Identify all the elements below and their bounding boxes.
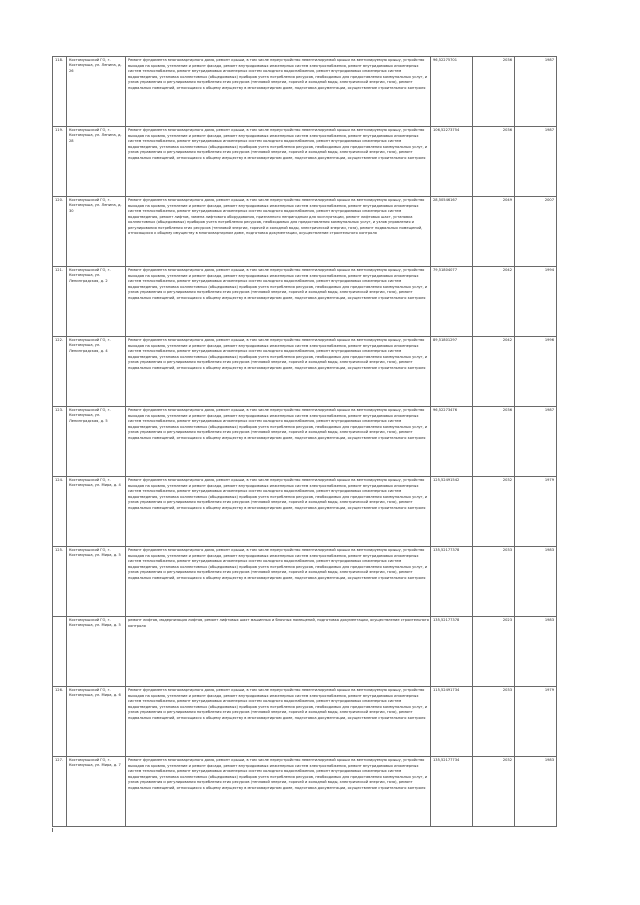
row-number-cell: 118. (53, 57, 67, 127)
planned-year-cell: 2032 (473, 477, 515, 547)
address-cell: Костомукшский ГО, г. Костомукша, ул. Мира, д. 6 (67, 687, 126, 757)
address-cell: Костомукшский ГО, г. Костомукша, ул. Мира, д. 5 (67, 617, 126, 687)
build-year-cell: 1979 (515, 477, 557, 547)
table-row (53, 127, 557, 197)
row-number-cell (53, 617, 67, 687)
work-list-cell: Ремонт фундамента многоквартирного дома, ремонт крыши, в том числе переустройство невентилируемой крыши на вентилируемую крышу, устройство выходов на кровлю, утепление и ремонт фасада, ремонт внутридомовых инженерных систем электроснабжения, ремонт внутридомовых инженерных систем теплоснабжения, ремонт внутридомовых инженерных систем холодного водоснабжения, ремонт внутридомовых инженерных систем водоотведения, ремонт лифтов, замена лифтового оборудования, признанного непригодным для эксплуатации, ремонт лифтовых шахт, установка коллективных (общедомовых) приборов учета потребления ресурсов, необходимых для предоставления коммунальных услуг, и узлов управления и регулирования потребления этих ресурсов (тепловой энергии, горячей и холодной воды, электрической энергии, газа), ремонт подвальных помещений, относящихся к общему имуществу в многоквартирном доме, подготовка документации, осуществление строительного контроля (126, 197, 431, 267)
cost-cell: 125,52491542 (431, 477, 473, 547)
work-list-cell: Ремонт фундамента многоквартирного дома, ремонт крыши, в том числе переустройство невентилируемой крыши на вентилируемую крышу, устройство выходов на кровлю, утепление и ремонт фасада, ремонт внутридомовых инженерных систем электроснабжения, ремонт внутридомовых инженерных систем теплоснабжения, ремонт внутридомовых инженерных систем холодного водоснабжения, ремонт внутридомовых инженерных систем водоотведения, установка коллективных (общедомовых) приборов учета потребления ресурсов, необходимых для предоставления коммунальных услуг, и узлов управления и регулирования потребления этих ресурсов (тепловой энергии, горячей и холодной воды, электрической энергии, газа), ремонт подвальных помещений, относящихся к общему имуществу в многоквартирном доме, подготовка документации, осуществление строительного контроля (126, 757, 431, 827)
build-year-cell: 1987 (515, 407, 557, 477)
table-left-border-tail (52, 828, 54, 832)
planned-year-cell: 2042 (473, 267, 515, 337)
address-cell: Костомукшский ГО, г. Костомукша, ул. Ленинградская, д. 2 (67, 267, 126, 337)
row-number-cell: 121. (53, 267, 67, 337)
address-cell: Костомукшский ГО, г. Костомукша, ул. Ленина, д. 30 (67, 197, 126, 267)
table-row (53, 267, 557, 337)
row-number-cell: 123. (53, 407, 67, 477)
table-row (53, 477, 557, 547)
table-row (53, 547, 557, 617)
table-row (53, 197, 557, 267)
cost-cell: 135,52177378 (431, 617, 473, 687)
document-page (52, 56, 556, 827)
address-cell: Костомукшский ГО, г. Костомукша, ул. Мира, д. 5 (67, 547, 126, 617)
row-number-cell: 124. (53, 477, 67, 547)
build-year-cell: 1996 (515, 337, 557, 407)
row-number-cell: 122. (53, 337, 67, 407)
planned-year-cell: 2049 (473, 197, 515, 267)
build-year-cell: 1979 (515, 687, 557, 757)
work-list-cell: Ремонт фундамента многоквартирного дома, ремонт крыши, в том числе переустройство невентилируемой крыши на вентилируемую крышу, устройство выходов на кровлю, утепление и ремонт фасада, ремонт внутридомовых инженерных систем электроснабжения, ремонт внутридомовых инженерных систем теплоснабжения, ремонт внутридомовых инженерных систем холодного водоснабжения, ремонт внутридомовых инженерных систем водоотведения, установка коллективных (общедомовых) приборов учета потребления ресурсов, необходимых для предоставления коммунальных услуг, и узлов управления и регулирования потребления этих ресурсов (тепловой энергии, горячей и холодной воды, электрической энергии, газа), ремонт подвальных помещений, относящихся к общему имуществу в многоквартирном доме, подготовка документации, осуществление строительного контроля (126, 407, 431, 477)
work-list-cell: Ремонт фундамента многоквартирного дома, ремонт крыши, в том числе переустройство невентилируемой крыши на вентилируемую крышу, устройство выходов на кровлю, утепление и ремонт фасада, ремонт внутридомовых инженерных систем электроснабжения, ремонт внутридомовых инженерных систем теплоснабжения, ремонт внутридомовых инженерных систем холодного водоснабжения, ремонт внутридомовых инженерных систем водоотведения, установка коллективных (общедомовых) приборов учета потребления ресурсов, необходимых для предоставления коммунальных услуг, и узлов управления и регулирования потребления этих ресурсов (тепловой энергии, горячей и холодной воды, электрической энергии, газа), ремонт подвальных помещений, относящихся к общему имуществу в многоквартирном доме, подготовка документации, осуществление строительного контроля (126, 57, 431, 127)
work-list-cell: ремонт лифтов, модернизация лифтов, ремонт лифтовых шахт машинных и блочных помещений, подготовка документации, осуществление строительного контроля (126, 617, 431, 687)
build-year-cell: 1987 (515, 57, 557, 127)
table-row (53, 407, 557, 477)
planned-year-cell: 2036 (473, 57, 515, 127)
planned-year-cell: 2032 (473, 757, 515, 827)
address-cell: Костомукшский ГО, г. Костомукша, ул. Мира, д. 7 (67, 757, 126, 827)
row-number-cell: 126. (53, 687, 67, 757)
work-list-cell: Ремонт фундамента многоквартирного дома, ремонт крыши, в том числе переустройство невентилируемой крыши на вентилируемую крышу, устройство выходов на кровлю, утепление и ремонт фасада, ремонт внутридомовых инженерных систем электроснабжения, ремонт внутридомовых инженерных систем теплоснабжения, ремонт внутридомовых инженерных систем холодного водоснабжения, ремонт внутридомовых инженерных систем водоотведения, установка коллективных (общедомовых) приборов учета потребления ресурсов, необходимых для предоставления коммунальных услуг, и узлов управления и регулирования потребления этих ресурсов (тепловой энергии, горячей и холодной воды, электрической энергии, газа), ремонт подвальных помещений, относящихся к общему имуществу в многоквартирном доме, подготовка документации, осуществление строительного контроля (126, 547, 431, 617)
cost-cell: 115,52491734 (431, 687, 473, 757)
planned-year-cell: 2023 (473, 617, 515, 687)
planned-year-cell: 2033 (473, 687, 515, 757)
planned-year-cell: 2036 (473, 127, 515, 197)
planned-year-cell: 2033 (473, 547, 515, 617)
work-list-cell: Ремонт фундамента многоквартирного дома, ремонт крыши, в том числе переустройство невентилируемой крыши на вентилируемую крышу, устройство выходов на кровлю, утепление и ремонт фасада, ремонт внутридомовых инженерных систем электроснабжения, ремонт внутридомовых инженерных систем теплоснабжения, ремонт внутридомовых инженерных систем холодного водоснабжения, ремонт внутридомовых инженерных систем водоотведения, установка коллективных (общедомовых) приборов учета потребления ресурсов, необходимых для предоставления коммунальных услуг, и узлов управления и регулирования потребления этих ресурсов (тепловой энергии, горячей и холодной воды, электрической энергии, газа), ремонт подвальных помещений, относящихся к общему имуществу в многоквартирном доме, подготовка документации, осуществление строительного контроля (126, 267, 431, 337)
address-cell: Костомукшский ГО, г. Костомукша, ул. Ленинградская, д. 4 (67, 337, 126, 407)
cost-cell: 89,51801297 (431, 337, 473, 407)
address-cell: Костомукшский ГО, г. Костомукша, ул. Ленина, д. 26 (67, 57, 126, 127)
table-row (53, 337, 557, 407)
cost-cell: 96,52275701 (431, 57, 473, 127)
table-row (53, 57, 557, 127)
build-year-cell: 2007 (515, 197, 557, 267)
work-list-cell: Ремонт фундамента многоквартирного дома, ремонт крыши, в том числе переустройство невентилируемой крыши на вентилируемую крышу, устройство выходов на кровлю, утепление и ремонт фасада, ремонт внутридомовых инженерных систем электроснабжения, ремонт внутридомовых инженерных систем теплоснабжения, ремонт внутридомовых инженерных систем холодного водоснабжения, ремонт внутридомовых инженерных систем водоотведения, установка коллективных (общедомовых) приборов учета потребления ресурсов, необходимых для предоставления коммунальных услуг, и узлов управления и регулирования потребления этих ресурсов (тепловой энергии, горячей и холодной воды, электрической энергии, газа), ремонт подвальных помещений, относящихся к общему имуществу в многоквартирном доме, подготовка документации, осуществление строительного контроля (126, 687, 431, 757)
row-number-cell: 127. (53, 757, 67, 827)
address-cell: Костомукшский ГО, г. Костомукша, ул. Ленинградская, д. 5 (67, 407, 126, 477)
build-year-cell: 1983 (515, 757, 557, 827)
table-row (53, 617, 557, 687)
build-year-cell: 1983 (515, 547, 557, 617)
work-list-cell: Ремонт фундамента многоквартирного дома, ремонт крыши, в том числе переустройство невентилируемой крыши на вентилируемую крышу, устройство выходов на кровлю, утепление и ремонт фасада, ремонт внутридомовых инженерных систем электроснабжения, ремонт внутридомовых инженерных систем теплоснабжения, ремонт внутридомовых инженерных систем холодного водоснабжения, ремонт внутридомовых инженерных систем водоотведения, установка коллективных (общедомовых) приборов учета потребления ресурсов, необходимых для предоставления коммунальных услуг, и узлов управления и регулирования потребления этих ресурсов (тепловой энергии, горячей и холодной воды, электрической энергии, газа), ремонт подвальных помещений, относящихся к общему имуществу в многоквартирном доме, подготовка документации, осуществление строительного контроля (126, 127, 431, 197)
cost-cell: 106,52273754 (431, 127, 473, 197)
row-number-cell: 125. (53, 547, 67, 617)
table-row (53, 757, 557, 827)
work-list-cell: Ремонт фундамента многоквартирного дома, ремонт крыши, в том числе переустройство невентилируемой крыши на вентилируемую крышу, устройство выходов на кровлю, утепление и ремонт фасада, ремонт внутридомовых инженерных систем электроснабжения, ремонт внутридомовых инженерных систем теплоснабжения, ремонт внутридомовых инженерных систем холодного водоснабжения, ремонт внутридомовых инженерных систем водоотведения, установка коллективных (общедомовых) приборов учета потребления ресурсов, необходимых для предоставления коммунальных услуг, и узлов управления и регулирования потребления этих ресурсов (тепловой энергии, горячей и холодной воды, электрической энергии, газа), ремонт подвальных помещений, относящихся к общему имуществу в многоквартирном доме, подготовка документации, осуществление строительного контроля (126, 337, 431, 407)
cost-cell: 79,51804077 (431, 267, 473, 337)
build-year-cell: 1983 (515, 617, 557, 687)
table-body (53, 57, 557, 827)
planned-year-cell: 2042 (473, 337, 515, 407)
build-year-cell: 1987 (515, 127, 557, 197)
table-row (53, 687, 557, 757)
row-number-cell: 119. (53, 127, 67, 197)
capital-repair-table (52, 56, 557, 827)
planned-year-cell: 2036 (473, 407, 515, 477)
cost-cell: 135,52177378 (431, 547, 473, 617)
work-list-cell: Ремонт фундамента многоквартирного дома, ремонт крыши, в том числе переустройство невентилируемой крыши на вентилируемую крышу, устройство выходов на кровлю, утепление и ремонт фасада, ремонт внутридомовых инженерных систем электроснабжения, ремонт внутридомовых инженерных систем теплоснабжения, ремонт внутридомовых инженерных систем холодного водоснабжения, ремонт внутридомовых инженерных систем водоотведения, установка коллективных (общедомовых) приборов учета потребления ресурсов, необходимых для предоставления коммунальных услуг, и узлов управления и регулирования потребления этих ресурсов (тепловой энергии, горячей и холодной воды, электрической энергии, газа), ремонт подвальных помещений, относящихся к общему имуществу в многоквартирном доме, подготовка документации, осуществление строительного контроля (126, 477, 431, 547)
cost-cell: 135,52177734 (431, 757, 473, 827)
address-cell: Костомукшский ГО, г. Костомукша, ул. Мира, д. 4 (67, 477, 126, 547)
cost-cell: 28,50546167 (431, 197, 473, 267)
build-year-cell: 1994 (515, 267, 557, 337)
row-number-cell: 120. (53, 197, 67, 267)
cost-cell: 96,52273476 (431, 407, 473, 477)
address-cell: Костомукшский ГО, г. Костомукша, ул. Ленина, д. 28 (67, 127, 126, 197)
